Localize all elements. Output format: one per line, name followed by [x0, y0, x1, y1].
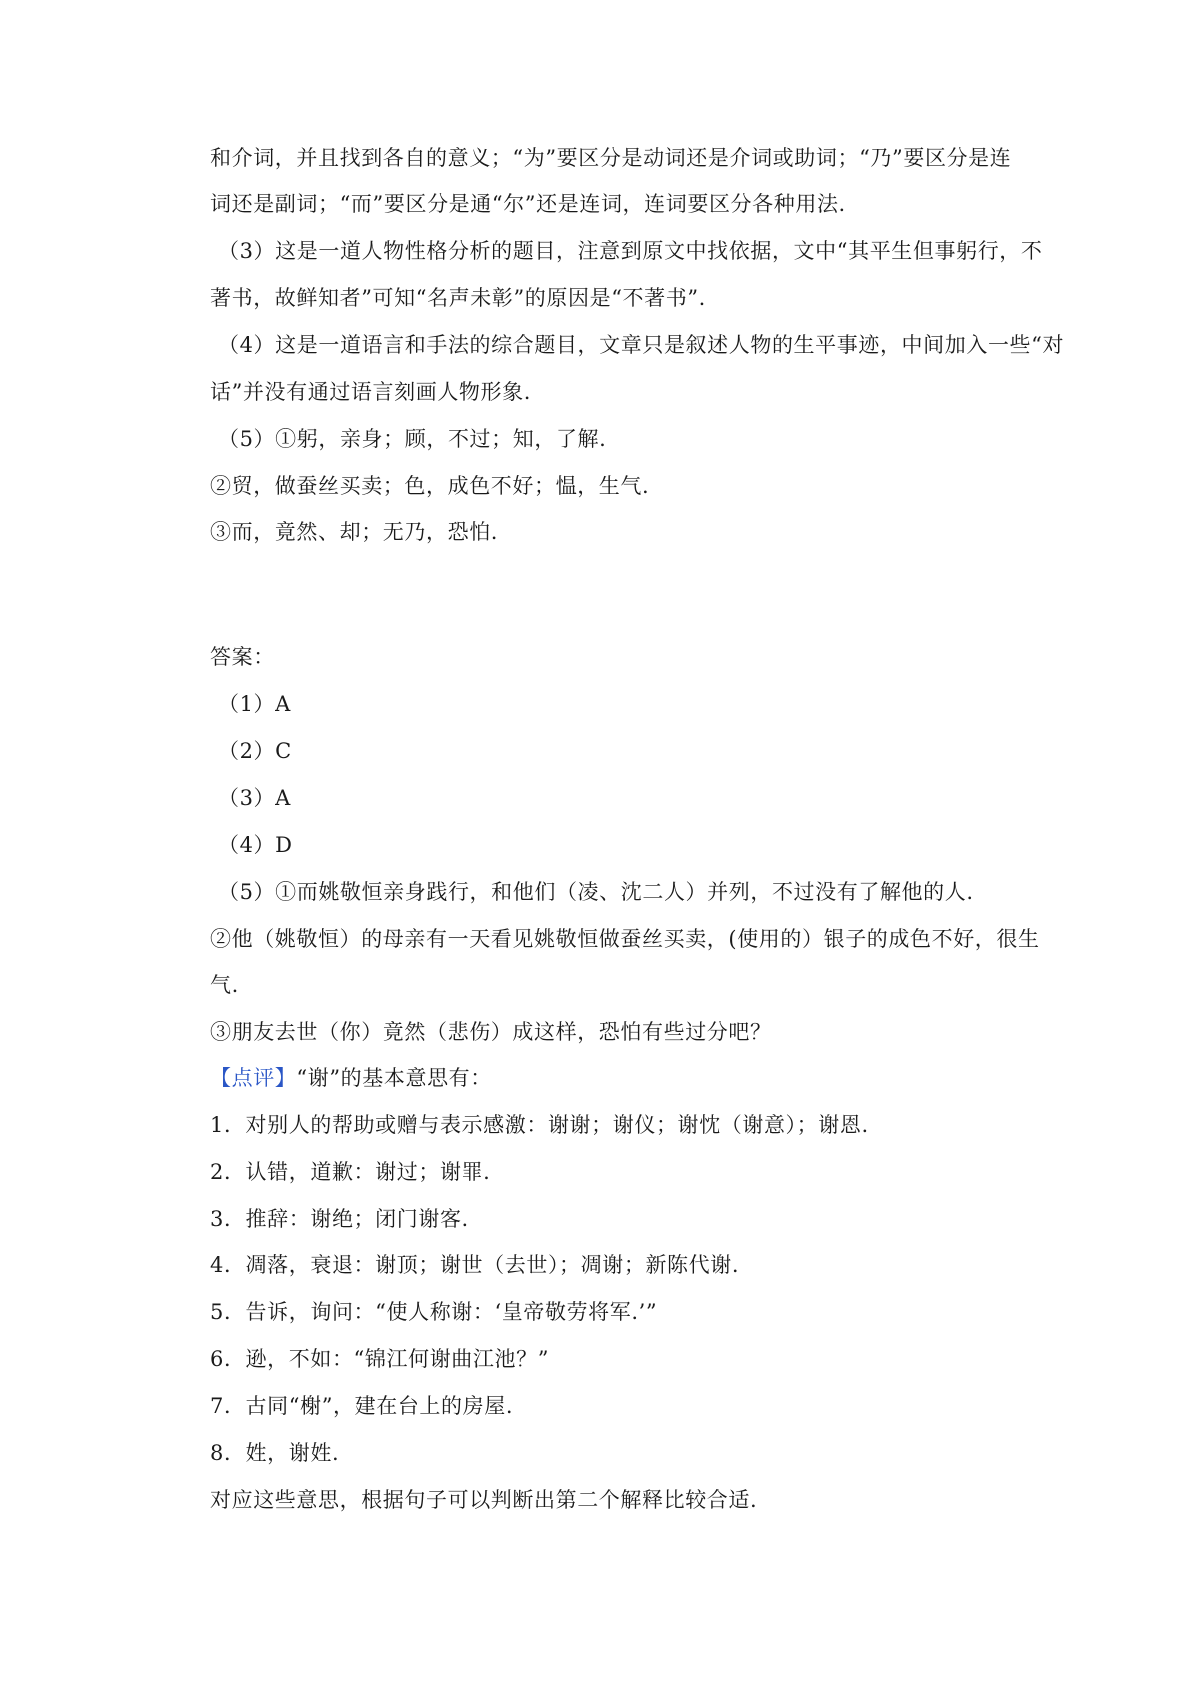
analysis-line: 和介词，并且找到各自的意义；“为”要区分是动词还是介词或助词；“乃”要区分是连 — [210, 146, 1012, 170]
analysis-line: 话”并没有通过语言刻画人物形象. — [210, 380, 532, 404]
answer-item: （4）D — [218, 833, 293, 857]
analysis-line: （5）①躬，亲身；顾，不过；知，了解. — [218, 427, 607, 451]
comment-item: 8．姓，谢姓. — [210, 1441, 340, 1465]
comment-item: 6．逊，不如：“锦江何谢曲江池？” — [210, 1347, 550, 1371]
comment-item: 2．认错，道歉：谢过；谢罪. — [210, 1160, 491, 1184]
analysis-line: ③而，竟然、却；无乃，恐怕. — [210, 520, 499, 544]
analysis-line: （3）这是一道人物性格分析的题目，注意到原文中找依据，文中“其平生但事躬行，不 — [218, 239, 1043, 263]
analysis-line: 著书，故鲜知者”可知“名声未彰”的原因是“不著书”. — [210, 286, 706, 310]
answer-item: ②他（姚敬恒）的母亲有一天看见姚敬恒做蚕丝买卖，(使用的）银子的成色不好，很生 — [210, 927, 1040, 951]
comment-conclusion: 对应这些意思，根据句子可以判断出第二个解释比较合适. — [210, 1488, 758, 1512]
comment-item: 4．凋落，衰退：谢顶；谢世（去世）；凋谢；新陈代谢. — [210, 1253, 740, 1277]
comment-item: 3．推辞：谢绝；闭门谢客. — [210, 1207, 469, 1231]
comment-item: 7．古同“榭”，建在台上的房屋. — [210, 1394, 514, 1418]
answer-item: ③朋友去世（你）竟然（悲伤）成这样，恐怕有些过分吧？ — [210, 1020, 772, 1044]
comment-item: 5．告诉，询问：“使人称谢：‘皇帝敬劳将军.’” — [210, 1300, 658, 1324]
answer-heading: 答案： — [210, 645, 275, 669]
comment-item: 1．对别人的帮助或赠与表示感激：谢谢；谢仪；谢忱（谢意）；谢恩. — [210, 1113, 869, 1137]
comment-intro — [210, 1063, 1030, 1093]
answer-item: （2）C — [218, 739, 292, 763]
answer-item: （5）①而姚敬恒亲身践行，和他们（凌、沈二人）并列，不过没有了解他的人. — [218, 880, 974, 904]
answer-item: 气. — [210, 973, 239, 997]
analysis-line: ②贸，做蚕丝买卖；色，成色不好；愠，生气. — [210, 474, 650, 498]
comment-intro-text: “谢”的基本意思有： — [296, 1066, 492, 1090]
answer-item: （1）A — [218, 692, 291, 716]
analysis-line: （4）这是一道语言和手法的综合题目，文章只是叙述人物的生平事迹，中间加入一些“对 — [218, 333, 1065, 357]
analysis-line: 词还是副词；“而”要区分是通“尔”还是连词，连词要区分各种用法. — [210, 192, 846, 216]
comment-tag: 【点评】 — [210, 1066, 297, 1090]
answer-item: （3）A — [218, 786, 291, 810]
